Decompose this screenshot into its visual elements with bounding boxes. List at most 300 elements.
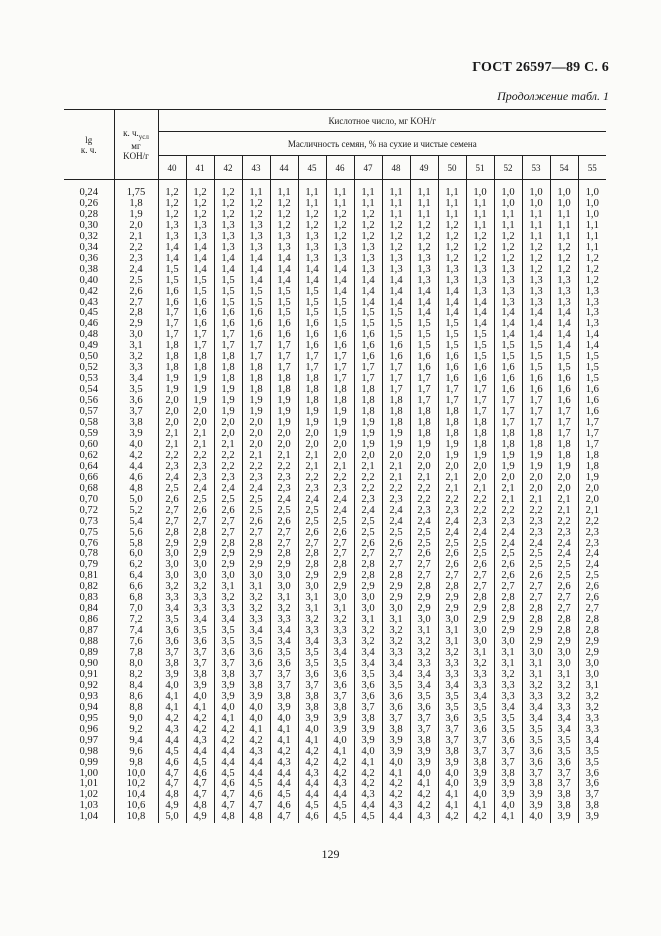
cell-value: 1,6 <box>438 363 466 374</box>
cell-value: 3,4 <box>382 670 410 681</box>
cell-value: 2,8 <box>298 560 326 571</box>
cell-value: 4,6 <box>158 758 186 769</box>
cell-value: 1,5 <box>242 287 270 298</box>
cell-lg: 0,38 <box>79 264 99 275</box>
table-row <box>64 790 606 801</box>
cell-value: 1,6 <box>354 341 382 352</box>
cell-value: 1,6 <box>270 319 298 330</box>
cell-value: 4,0 <box>214 703 242 714</box>
cell-value: 1,4 <box>354 287 382 298</box>
table-row <box>64 180 606 199</box>
cell-value: 3,9 <box>242 692 270 703</box>
cell-value: 2,3 <box>270 484 298 495</box>
cell-value: 2,3 <box>326 484 354 495</box>
cell-kch: 7,2 <box>114 615 158 626</box>
cell-value: 2,0 <box>214 418 242 429</box>
cell-value: 2,8 <box>298 549 326 560</box>
table-row <box>64 451 606 462</box>
cell-value: 1,1 <box>466 221 494 232</box>
cell-value: 2,5 <box>298 506 326 517</box>
cell-value: 2,2 <box>214 462 242 473</box>
cell-value: 1,5 <box>242 298 270 309</box>
cell-value: 1,7 <box>578 440 606 451</box>
table-row <box>64 736 606 747</box>
cell-value: 1,5 <box>214 298 242 309</box>
cell-value: 2,9 <box>270 560 298 571</box>
cell-value: 4,5 <box>186 758 214 769</box>
cell-kch: 3,4 <box>114 374 158 385</box>
cell-value: 1,3 <box>326 254 354 265</box>
cell-value: 2,6 <box>438 549 466 560</box>
cell-value: 1,1 <box>410 180 438 199</box>
cell-value: 4,1 <box>438 790 466 801</box>
cell-lg: 0,96 <box>79 724 99 735</box>
cell-value: 1,4 <box>410 287 438 298</box>
cell-value: 2,6 <box>298 528 326 539</box>
cell-value: 2,4 <box>158 473 186 484</box>
cell-value: 1,7 <box>382 374 410 385</box>
cell-value: 4,1 <box>466 801 494 812</box>
cell-value: 2,1 <box>242 451 270 462</box>
cell-value: 1,3 <box>438 265 466 276</box>
cell-value: 3,0 <box>270 571 298 582</box>
cell-value: 1,8 <box>326 385 354 396</box>
cell-value: 3,7 <box>270 681 298 692</box>
cell-value: 1,5 <box>326 298 354 309</box>
cell-lg: 1,04 <box>79 812 99 823</box>
cell-value: 2,0 <box>186 407 214 418</box>
table-row <box>64 374 606 385</box>
cell-value: 4,0 <box>354 747 382 758</box>
cell-value: 4,4 <box>214 747 242 758</box>
cell-value: 1,4 <box>438 298 466 309</box>
subheader-oil-content: Масличность семян, % на сухие и чистые семена <box>158 132 606 156</box>
table-row <box>64 352 606 363</box>
cell-value: 1,8 <box>466 440 494 451</box>
cell-value: 3,8 <box>438 747 466 758</box>
cell-value: 3,7 <box>270 670 298 681</box>
cell-value: 1,7 <box>158 308 186 319</box>
cell-value: 1,9 <box>242 407 270 418</box>
cell-value: 1,2 <box>550 265 578 276</box>
cell-value: 1,4 <box>242 276 270 287</box>
cell-value: 1,6 <box>354 352 382 363</box>
cell-value: 1,1 <box>410 210 438 221</box>
cell-value: 1,3 <box>466 287 494 298</box>
cell-value: 1,7 <box>242 341 270 352</box>
cell-value: 2,5 <box>242 506 270 517</box>
cell-value: 2,4 <box>382 506 410 517</box>
oil-header-cell: 46 <box>326 156 354 180</box>
cell-value: 3,6 <box>354 681 382 692</box>
cell-value: 2,0 <box>438 462 466 473</box>
cell-value: 3,3 <box>186 604 214 615</box>
cell-value: 1,2 <box>214 210 242 221</box>
cell-value: 2,7 <box>326 539 354 550</box>
cell-value: 1,6 <box>578 385 606 396</box>
cell-value: 4,7 <box>186 790 214 801</box>
cell-lg: 0,81 <box>79 571 99 582</box>
cell-value: 3,4 <box>550 725 578 736</box>
cell-value: 3,3 <box>438 670 466 681</box>
cell-value: 1,3 <box>494 276 522 287</box>
cell-value: 3,0 <box>354 593 382 604</box>
cell-value: 1,2 <box>270 221 298 232</box>
cell-value: 1,2 <box>158 199 186 210</box>
cell-value: 4,4 <box>214 758 242 769</box>
cell-value: 4,1 <box>326 747 354 758</box>
cell-value: 2,7 <box>522 593 550 604</box>
cell-value: 1,3 <box>214 243 242 254</box>
cell-value: 1,7 <box>410 374 438 385</box>
table-row <box>64 747 606 758</box>
cell-value: 3,3 <box>326 637 354 648</box>
cell-value: 1,0 <box>550 180 578 199</box>
cell-value: 1,3 <box>578 319 606 330</box>
cell-kch: 4,2 <box>114 451 158 462</box>
cell-value: 2,6 <box>494 560 522 571</box>
cell-value: 3,4 <box>354 659 382 670</box>
cell-value: 1,6 <box>298 319 326 330</box>
cell-value: 1,6 <box>326 341 354 352</box>
cell-value: 4,9 <box>158 801 186 812</box>
cell-value: 1,7 <box>438 396 466 407</box>
cell-value: 3,5 <box>466 703 494 714</box>
cell-value: 1,1 <box>410 199 438 210</box>
cell-value: 2,4 <box>242 484 270 495</box>
cell-value: 4,0 <box>494 801 522 812</box>
table-row <box>64 812 606 823</box>
cell-value: 1,2 <box>326 210 354 221</box>
cell-value: 1,2 <box>578 276 606 287</box>
cell-value: 2,8 <box>578 615 606 626</box>
cell-value: 1,7 <box>410 396 438 407</box>
cell-value: 3,9 <box>494 790 522 801</box>
cell-value: 4,1 <box>354 758 382 769</box>
cell-value: 1,3 <box>494 265 522 276</box>
cell-value: 1,7 <box>214 341 242 352</box>
cell-value: 1,8 <box>298 385 326 396</box>
cell-value: 1,9 <box>298 418 326 429</box>
cell-value: 3,9 <box>522 801 550 812</box>
cell-value: 3,0 <box>158 560 186 571</box>
cell-value: 3,5 <box>354 670 382 681</box>
table-row <box>64 473 606 484</box>
cell-value: 1,0 <box>578 180 606 199</box>
cell-value: 3,3 <box>494 692 522 703</box>
oil-header-cell: 52 <box>494 156 522 180</box>
cell-value: 2,9 <box>242 560 270 571</box>
cell-value: 2,1 <box>186 440 214 451</box>
group-header-acid-number: Кислотное число, мг KOH/г <box>158 110 606 132</box>
table-row <box>64 276 606 287</box>
cell-value: 3,2 <box>578 692 606 703</box>
cell-value: 1,9 <box>298 407 326 418</box>
cell-value: 3,5 <box>438 692 466 703</box>
cell-value: 2,3 <box>578 528 606 539</box>
cell-value: 2,9 <box>494 626 522 637</box>
cell-value: 1,6 <box>578 407 606 418</box>
cell-value: 2,1 <box>298 462 326 473</box>
cell-value: 2,9 <box>410 604 438 615</box>
cell-value: 4,0 <box>298 725 326 736</box>
cell-value: 2,8 <box>578 626 606 637</box>
cell-value: 3,7 <box>354 703 382 714</box>
table-row <box>64 330 606 341</box>
cell-value: 1,6 <box>522 385 550 396</box>
cell-value: 1,1 <box>550 221 578 232</box>
cell-value: 1,3 <box>158 221 186 232</box>
cell-value: 1,7 <box>410 385 438 396</box>
cell-value: 2,7 <box>186 517 214 528</box>
cell-value: 1,8 <box>382 396 410 407</box>
cell-value: 1,4 <box>550 308 578 319</box>
cell-value: 1,7 <box>186 341 214 352</box>
cell-value: 3,0 <box>298 582 326 593</box>
cell-value: 3,5 <box>438 703 466 714</box>
cell-value: 1,5 <box>522 363 550 374</box>
cell-value: 1,6 <box>466 374 494 385</box>
cell-value: 3,4 <box>382 659 410 670</box>
cell-value: 3,4 <box>158 604 186 615</box>
cell-value: 2,3 <box>522 528 550 539</box>
cell-value: 1,8 <box>186 352 214 363</box>
cell-value: 3,4 <box>522 703 550 714</box>
cell-value: 1,4 <box>494 308 522 319</box>
cell-lg: 0,28 <box>79 209 99 220</box>
cell-value: 1,6 <box>410 352 438 363</box>
cell-value: 3,9 <box>578 812 606 823</box>
cell-value: 3,3 <box>326 626 354 637</box>
cell-value: 1,2 <box>186 180 214 199</box>
cell-value: 2,0 <box>242 418 270 429</box>
cell-lg: 0,88 <box>79 637 99 648</box>
cell-value: 2,6 <box>270 517 298 528</box>
cell-value: 3,0 <box>326 593 354 604</box>
cell-lg: 0,64 <box>79 461 99 472</box>
cell-value: 3,6 <box>242 648 270 659</box>
cell-value: 2,3 <box>242 473 270 484</box>
cell-value: 3,2 <box>550 681 578 692</box>
cell-value: 2,1 <box>186 429 214 440</box>
cell-value: 2,9 <box>522 637 550 648</box>
cell-value: 1,2 <box>270 210 298 221</box>
cell-value: 1,3 <box>298 243 326 254</box>
cell-value: 2,0 <box>326 451 354 462</box>
cell-value: 2,5 <box>466 539 494 550</box>
cell-value: 3,2 <box>242 604 270 615</box>
cell-value: 1,4 <box>550 341 578 352</box>
table-row <box>64 341 606 352</box>
cell-value: 1,7 <box>494 407 522 418</box>
cell-value: 2,2 <box>186 451 214 462</box>
cell-value: 2,7 <box>410 571 438 582</box>
cell-value: 1,5 <box>326 308 354 319</box>
cell-value: 3,3 <box>158 593 186 604</box>
cell-value: 2,5 <box>326 517 354 528</box>
cell-value: 1,2 <box>382 232 410 243</box>
cell-value: 1,6 <box>298 330 326 341</box>
cell-value: 3,4 <box>410 670 438 681</box>
table-row <box>64 549 606 560</box>
table-row <box>64 692 606 703</box>
cell-value: 3,3 <box>382 648 410 659</box>
cell-value: 1,4 <box>242 254 270 265</box>
cell-kch: 1,75 <box>114 180 158 199</box>
cell-value: 2,8 <box>522 615 550 626</box>
cell-value: 1,5 <box>578 352 606 363</box>
cell-value: 3,6 <box>242 659 270 670</box>
table-row <box>64 681 606 692</box>
cell-lg: 0,94 <box>79 702 99 713</box>
cell-value: 1,4 <box>242 265 270 276</box>
cell-value: 1,6 <box>298 341 326 352</box>
cell-value: 1,4 <box>410 298 438 309</box>
cell-value: 2,1 <box>522 495 550 506</box>
cell-value: 1,7 <box>298 363 326 374</box>
cell-value: 1,3 <box>242 221 270 232</box>
table-row <box>64 769 606 780</box>
cell-value: 1,7 <box>466 385 494 396</box>
cell-value: 1,3 <box>382 265 410 276</box>
cell-value: 1,8 <box>382 418 410 429</box>
cell-value: 2,0 <box>298 440 326 451</box>
cell-value: 2,3 <box>466 517 494 528</box>
cell-value: 2,2 <box>522 506 550 517</box>
cell-value: 1,8 <box>494 429 522 440</box>
cell-value: 3,7 <box>466 747 494 758</box>
cell-value: 1,4 <box>214 265 242 276</box>
cell-value: 1,7 <box>270 363 298 374</box>
cell-value: 3,3 <box>242 615 270 626</box>
cell-value: 2,1 <box>270 451 298 462</box>
table-row <box>64 429 606 440</box>
cell-value: 1,2 <box>382 221 410 232</box>
cell-value: 3,3 <box>466 670 494 681</box>
cell-value: 1,3 <box>522 276 550 287</box>
cell-value: 2,1 <box>382 462 410 473</box>
cell-kch: 5,2 <box>114 506 158 517</box>
cell-value: 2,9 <box>214 549 242 560</box>
cell-value: 3,4 <box>354 648 382 659</box>
cell-value: 1,7 <box>270 341 298 352</box>
table-row <box>64 626 606 637</box>
cell-value: 1,1 <box>522 221 550 232</box>
cell-value: 2,0 <box>242 429 270 440</box>
cell-value: 1,2 <box>270 199 298 210</box>
cell-value: 1,9 <box>494 451 522 462</box>
cell-kch: 6,2 <box>114 560 158 571</box>
cell-value: 1,7 <box>158 330 186 341</box>
cell-value: 3,2 <box>158 582 186 593</box>
cell-value: 3,2 <box>242 593 270 604</box>
cell-value: 1,7 <box>158 319 186 330</box>
cell-value: 2,6 <box>242 517 270 528</box>
table-row <box>64 615 606 626</box>
cell-value: 1,8 <box>494 440 522 451</box>
cell-value: 4,4 <box>326 790 354 801</box>
cell-value: 3,9 <box>214 681 242 692</box>
cell-value: 3,7 <box>466 736 494 747</box>
cell-value: 2,4 <box>186 484 214 495</box>
cell-value: 1,7 <box>354 374 382 385</box>
cell-value: 3,6 <box>522 747 550 758</box>
cell-value: 2,5 <box>382 528 410 539</box>
cell-value: 4,3 <box>354 790 382 801</box>
cell-value: 2,7 <box>382 549 410 560</box>
cell-value: 2,0 <box>298 429 326 440</box>
cell-value: 3,0 <box>466 637 494 648</box>
cell-value: 1,4 <box>270 254 298 265</box>
table-row <box>64 319 606 330</box>
cell-value: 1,2 <box>298 221 326 232</box>
cell-value: 1,1 <box>522 210 550 221</box>
cell-value: 3,6 <box>466 725 494 736</box>
table-row <box>64 407 606 418</box>
cell-value: 4,1 <box>270 725 298 736</box>
cell-value: 1,9 <box>186 374 214 385</box>
cell-value: 3,8 <box>298 703 326 714</box>
cell-lg: 0,24 <box>79 187 99 198</box>
cell-value: 3,5 <box>578 758 606 769</box>
cell-value: 1,6 <box>466 363 494 374</box>
cell-value: 3,5 <box>326 659 354 670</box>
cell-value: 3,9 <box>410 747 438 758</box>
cell-value: 2,4 <box>494 528 522 539</box>
cell-value: 1,4 <box>186 254 214 265</box>
cell-value: 3,1 <box>326 604 354 615</box>
oil-header-cell: 50 <box>438 156 466 180</box>
cell-value: 1,4 <box>186 243 214 254</box>
cell-kch: 10,2 <box>114 779 158 790</box>
cell-value: 2,2 <box>494 506 522 517</box>
cell-value: 4,9 <box>186 812 214 823</box>
cell-value: 3,5 <box>410 692 438 703</box>
cell-value: 4,1 <box>410 779 438 790</box>
cell-value: 1,4 <box>298 276 326 287</box>
cell-value: 3,5 <box>298 648 326 659</box>
cell-value: 2,1 <box>214 440 242 451</box>
cell-value: 1,9 <box>410 440 438 451</box>
cell-value: 1,8 <box>410 418 438 429</box>
cell-value: 1,7 <box>522 418 550 429</box>
cell-value: 1,8 <box>438 429 466 440</box>
table-row <box>64 210 606 221</box>
cell-value: 2,5 <box>354 517 382 528</box>
cell-value: 2,3 <box>270 473 298 484</box>
cell-value: 4,2 <box>242 736 270 747</box>
cell-value: 3,4 <box>494 703 522 714</box>
header-lg-line1: lg <box>85 134 93 145</box>
cell-value: 1,8 <box>354 396 382 407</box>
cell-value: 4,1 <box>158 692 186 703</box>
cell-value: 1,5 <box>494 341 522 352</box>
cell-value: 1,8 <box>354 407 382 418</box>
cell-value: 1,8 <box>550 451 578 462</box>
cell-value: 1,9 <box>158 374 186 385</box>
cell-value: 2,6 <box>438 560 466 571</box>
cell-value: 4,4 <box>270 779 298 790</box>
cell-kch: 6,0 <box>114 549 158 560</box>
cell-value: 1,9 <box>186 396 214 407</box>
cell-value: 3,2 <box>550 692 578 703</box>
cell-value: 2,4 <box>438 528 466 539</box>
cell-value: 2,8 <box>354 571 382 582</box>
header-kch <box>114 110 158 180</box>
cell-value: 2,7 <box>242 528 270 539</box>
cell-value: 2,7 <box>550 604 578 615</box>
table-continuation-label: Продолжение табл. 1 <box>497 89 609 103</box>
